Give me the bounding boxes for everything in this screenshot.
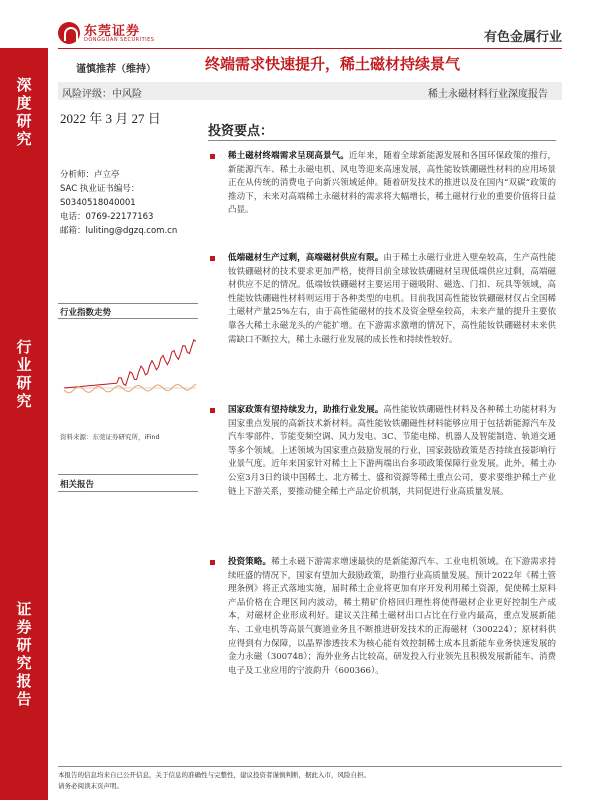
key-point-text: 稀土永磁下游需求增速最快的是新能源汽车、工业电机领域。在下游需求持续旺盛的情况下，国家有望加大鼓励政策，助推行业高质量发展。预计2022年《稀土管理条例》将正式落地实施，届时稀土企业将更加有序开发利用稀土资源，促使稀土原料产品价格在合理区间内波动，稀土精矿价格回归理性将使得磁材企业更好控制生产成本，对磁材企业形成利好。建议关注稀土磁材出口占比在行业内最高，重点发展新能车、工业电机等高景气赛道业务且不断推进研发技术的正海磁材（300224）；原材料供应得到有力保障，以晶界渗透技术为核心能有效控制稀土成本且新能车业务快速发展的金力永磁（300748）；海外业务占比较高，研发投入行业领先且积极发展新能车、消费电子及工业应用的宁波韵升（600366）。 [228,557,556,676]
key-points-divider [208,140,556,141]
logo-emblem-icon [58,22,80,44]
key-point-4 [210,556,556,678]
sidebar-label-deep: 深 度 研 究 [16,76,32,148]
key-point-2 [210,252,556,347]
logo-text: 东莞证券 [84,24,141,39]
bullet-icon [210,408,215,413]
report-subtitle: 稀土永磁材料行业深度报告 [428,89,548,100]
key-point-text: 近年来，随着全球新能源发展和各国环保政策的推行，新能源汽车、稀土永磁电机、风电等迎来高速发展，高性能钕铁硼磁性材料的应用场景正在从传统的消费电子向新兴领域延伸。随着研发技术的推进以及在国内“双碳”政策的推动下，未来对高端稀土永磁材料的需求将大幅增长，稀土磁材行业的重要价值将日益凸显。 [228,151,556,216]
key-point-lead: 国家政策有望持续发力，助推行业发展。 [228,405,384,415]
key-point-text: 由于稀土永磁行业进入壁垒较高，生产高性能钕铁硼磁材的技术要求更加严格，使得目前全球钕铁硼磁材呈现低端供应过剩，高端磁材供应不足的情况。低端钕铁硼磁材主要运用于磁吸附、磁选、门扣、玩具等领域，高性能钕铁硼磁性材料则运用于各种类型的电机。目前我国高性能钕铁硼磁材仅占全国稀土磁材产量25%左右，由于高性能磁材的技术及资金壁垒较高，未来产量的提升主要依靠各大稀土永磁龙头的产能扩增。在下游需求激增的情况下，高性能钕铁硼磁材未来供需缺口不断拉大，稀土永磁行业发展的成长性和持续性较好。 [228,253,556,345]
sidebar [0,48,48,800]
logo-subtext: DONGGUAN SECURITIES [84,37,155,43]
key-point-1 [210,150,556,218]
trend-source: 资料来源：东莞证券研究所，iFind [60,433,160,441]
report-title: 终端需求快速提升，稀土磁材持续景气 [205,55,461,73]
key-point-lead: 投资策略。 [228,557,272,567]
related-divider-top [58,474,198,475]
analyst-phone: 电话：0769-22177163 [60,212,154,222]
key-point-lead: 稀土磁材终端需求呈现高景气。 [228,151,349,161]
analyst-name: 分析师：卢立亭 [60,170,120,180]
trend-heading: 行业指数走势 [60,308,112,318]
footer-notice: 请务必阅读末页声明。 [58,782,123,790]
analyst-cert: S0340518040001 [60,198,136,208]
footer-disclaimer: 本报告的信息均来自已公开信息，关于信息的准确性与完整性，建议投资者谨慎判断，据此入市，风险自担。 [58,771,370,779]
key-point-3 [210,404,556,499]
bullet-icon [210,560,215,565]
trend-chart [60,318,200,428]
report-date: 2022 年 3 月 27 日 [60,111,161,126]
key-points-heading: 投资要点： [208,124,274,139]
bullet-icon [210,256,215,261]
rating: 谨慎推荐（维持） [76,64,156,75]
related-heading: 相关报告 [60,480,95,490]
bullet-icon [210,154,215,159]
footer-divider [58,766,562,767]
sidebar-label-securities: 证 券 研 究 报 告 [16,600,32,708]
related-divider-bottom [58,491,198,492]
industry-label: 有色金属行业 [483,30,562,45]
header-divider [58,48,562,49]
trend-divider-top [58,303,198,304]
analyst-cert-label: SAC 执业证书编号： [60,184,140,194]
company-logo [58,20,178,50]
risk-rating: 风险评级：中风险 [62,89,142,100]
chart-series-industry [64,340,196,388]
analyst-email[interactable]: 邮箱：luliting@dgzq.com.cn [60,226,178,236]
key-point-lead: 低端磁材生产过剩，高端磁材供应有限。 [228,253,384,263]
analyst-info [60,168,200,238]
footer [58,770,562,792]
key-point-text: 高性能钕铁硼磁性材料及各种稀土功能材料为国家重点发展的高新技术新材料。高性能钕铁硼磁性材料能够应用于包括新能源汽车及汽车零部件、节能变频空调、风力发电、3C、节能电梯、机器人及智能制造、轨道交通等多个领域。上述领域为国家重点鼓励发展的行业，国家鼓励政策是否持续直接影响行业景气度。近年来国家针对稀土上下游两端出台多项政策保障行业发展。此外，稀土办公室3月3日约谈中国稀土、北方稀土、盛和资源等稀土重点公司，要求要维护稀土产业链上下游关系，要推动健全稀土产品定价机制，共同促进行业高质量发展。 [228,405,556,497]
chart-series-index [64,384,196,393]
sidebar-label-industry: 行 业 研 究 [16,338,32,410]
